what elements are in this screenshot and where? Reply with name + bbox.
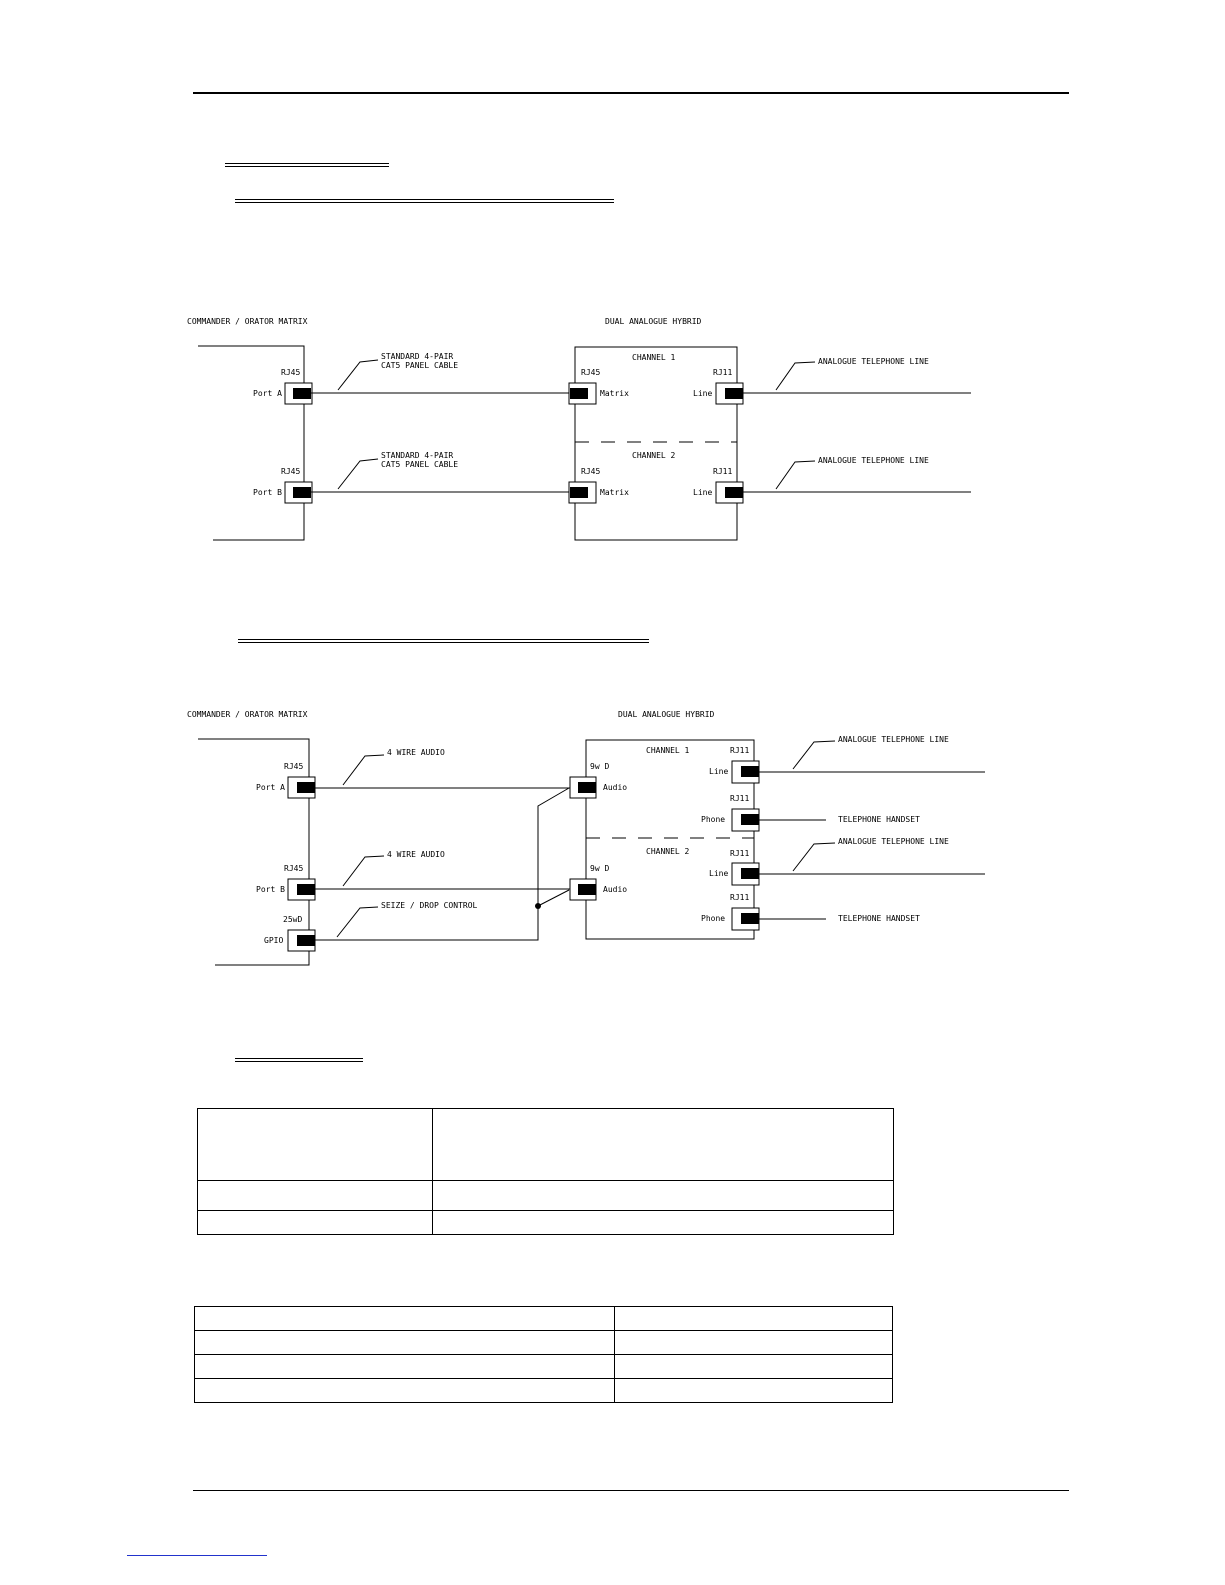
port-b-label-2: Port B — [256, 885, 285, 894]
section-heading-underline — [225, 163, 389, 167]
hybrid-rj11-label-1: RJ11 — [713, 368, 733, 377]
handset-label-1: TELEPHONE HANDSET — [838, 815, 920, 824]
hybrid-title: DUAL ANALOGUE HYBRID — [605, 317, 702, 326]
tel-line-label-2-2: ANALOGUE TELEPHONE LINE — [838, 837, 949, 846]
hybrid-line-label-2: Line — [693, 488, 713, 497]
tel-line-leader-1-2 — [793, 741, 835, 769]
matrix-title-2: COMMANDER / ORATOR MATRIX — [187, 710, 308, 719]
port-b-jack — [293, 487, 311, 498]
subsection-3-heading-underline — [235, 1058, 363, 1062]
table-cell — [433, 1181, 894, 1211]
table-cell — [195, 1355, 615, 1379]
seize-drop-leader — [337, 907, 378, 937]
table-cell — [615, 1379, 893, 1403]
rj45-label-b-2: RJ45 — [284, 864, 304, 873]
table-cell — [433, 1211, 894, 1235]
cable-a-leader — [338, 360, 378, 390]
hybrid-matrix-label-1: Matrix — [600, 389, 629, 398]
audio-cable-b-leader — [343, 856, 384, 886]
tel-line-leader-1 — [776, 362, 815, 390]
handset-label-2: TELEPHONE HANDSET — [838, 914, 920, 923]
rj45-label-b: RJ45 — [281, 467, 301, 476]
audio-cable-b-label: 4 WIRE AUDIO — [387, 850, 445, 859]
hybrid-box-2 — [586, 740, 754, 939]
table-row — [195, 1379, 893, 1403]
subsection-2-heading-underline — [238, 639, 649, 643]
table-row — [198, 1181, 894, 1211]
line-port-label-1: Line — [709, 767, 729, 776]
phone-jack-1 — [741, 814, 759, 825]
port-a-jack — [293, 388, 311, 399]
cable-b-label-2: CAT5 PANEL CABLE — [381, 460, 459, 469]
audio-port-label-2: Audio — [603, 885, 628, 894]
table-cell — [198, 1211, 433, 1235]
channel-2-label: CHANNEL 2 — [632, 451, 676, 460]
hybrid-matrix-label-2: Matrix — [600, 488, 629, 497]
rj11-line-label-1: RJ11 — [730, 746, 750, 755]
tel-line-label-1: ANALOGUE TELEPHONE LINE — [818, 357, 929, 366]
channel-1-label-2: CHANNEL 1 — [646, 746, 690, 755]
hybrid-matrix-jack-1 — [570, 388, 588, 399]
gpio-label: GPIO — [264, 936, 284, 945]
tel-line-leader-2-2 — [793, 843, 835, 871]
hybrid-line-jack-2 — [725, 487, 743, 498]
gpio-jack — [297, 935, 315, 946]
hybrid-rj11-label-2: RJ11 — [713, 467, 733, 476]
table-cell — [195, 1379, 615, 1403]
port-a-jack-2 — [297, 782, 315, 793]
cable-b-label-1: STANDARD 4-PAIR — [381, 451, 454, 460]
hybrid-line-jack-1 — [725, 388, 743, 399]
phone-jack-2 — [741, 913, 759, 924]
phone-port-label-1: Phone — [701, 815, 726, 824]
audio-jack-1 — [578, 782, 596, 793]
table-cell — [195, 1307, 615, 1331]
diagram-matrix-connection — [0, 300, 1225, 560]
audio-jack-2 — [578, 884, 596, 895]
audio-cable-a-leader — [343, 755, 384, 785]
table-row — [195, 1355, 893, 1379]
seize-drop-wire-b — [538, 890, 569, 906]
hybrid-matrix-jack-2 — [570, 487, 588, 498]
subsection-1-heading-underline — [235, 199, 614, 203]
table-cell — [615, 1331, 893, 1355]
footer-link[interactable] — [127, 1555, 267, 1556]
cable-a-label-1: STANDARD 4-PAIR — [381, 352, 454, 361]
hybrid-title-2: DUAL ANALOGUE HYBRID — [618, 710, 715, 719]
rj11-phone-label-1: RJ11 — [730, 794, 750, 803]
diagram-four-wire-connection — [0, 700, 1225, 975]
line-port-label-2: Line — [709, 869, 729, 878]
matrix-title: COMMANDER / ORATOR MATRIX — [187, 317, 308, 326]
gpio-connector-label: 25wD — [283, 915, 303, 924]
table-row — [198, 1109, 894, 1181]
header-rule — [193, 92, 1069, 94]
tel-line-leader-2 — [776, 461, 815, 489]
hybrid-rj45-label-1: RJ45 — [581, 368, 601, 377]
channel-2-label-2: CHANNEL 2 — [646, 847, 690, 856]
hybrid-rj45-label-2: RJ45 — [581, 467, 601, 476]
spec-table-2 — [194, 1306, 893, 1403]
port-a-label-2: Port A — [256, 783, 285, 792]
cable-a-label-2: CAT5 PANEL CABLE — [381, 361, 459, 370]
rj11-phone-label-2: RJ11 — [730, 893, 750, 902]
audio-port-label-1: Audio — [603, 783, 628, 792]
table-cell — [615, 1307, 893, 1331]
channel-1-label: CHANNEL 1 — [632, 353, 676, 362]
table-cell — [198, 1181, 433, 1211]
footer-rule — [193, 1490, 1069, 1491]
table-cell — [433, 1109, 894, 1181]
port-b-label: Port B — [253, 488, 282, 497]
rj45-label-a-2: RJ45 — [284, 762, 304, 771]
tel-line-label-2: ANALOGUE TELEPHONE LINE — [818, 456, 929, 465]
table-cell — [195, 1331, 615, 1355]
line-jack-1 — [741, 766, 759, 777]
cable-b-leader — [338, 459, 378, 489]
spec-table-1 — [197, 1108, 894, 1235]
seize-drop-label: SEIZE / DROP CONTROL — [381, 901, 478, 910]
table-cell — [615, 1355, 893, 1379]
hybrid-line-label-1: Line — [693, 389, 713, 398]
port-a-label: Port A — [253, 389, 282, 398]
table-row — [195, 1331, 893, 1355]
table-cell — [198, 1109, 433, 1181]
table-row — [195, 1307, 893, 1331]
port-b-jack-2 — [297, 884, 315, 895]
audio-cable-a-label: 4 WIRE AUDIO — [387, 748, 445, 757]
line-jack-2 — [741, 868, 759, 879]
rj11-line-label-2: RJ11 — [730, 849, 750, 858]
phone-port-label-2: Phone — [701, 914, 726, 923]
tel-line-label-1-2: ANALOGUE TELEPHONE LINE — [838, 735, 949, 744]
table-row — [198, 1211, 894, 1235]
ninewd-label-2: 9w D — [590, 864, 610, 873]
ninewd-label-1: 9w D — [590, 762, 610, 771]
rj45-label-a: RJ45 — [281, 368, 301, 377]
junction-dot — [535, 903, 541, 909]
